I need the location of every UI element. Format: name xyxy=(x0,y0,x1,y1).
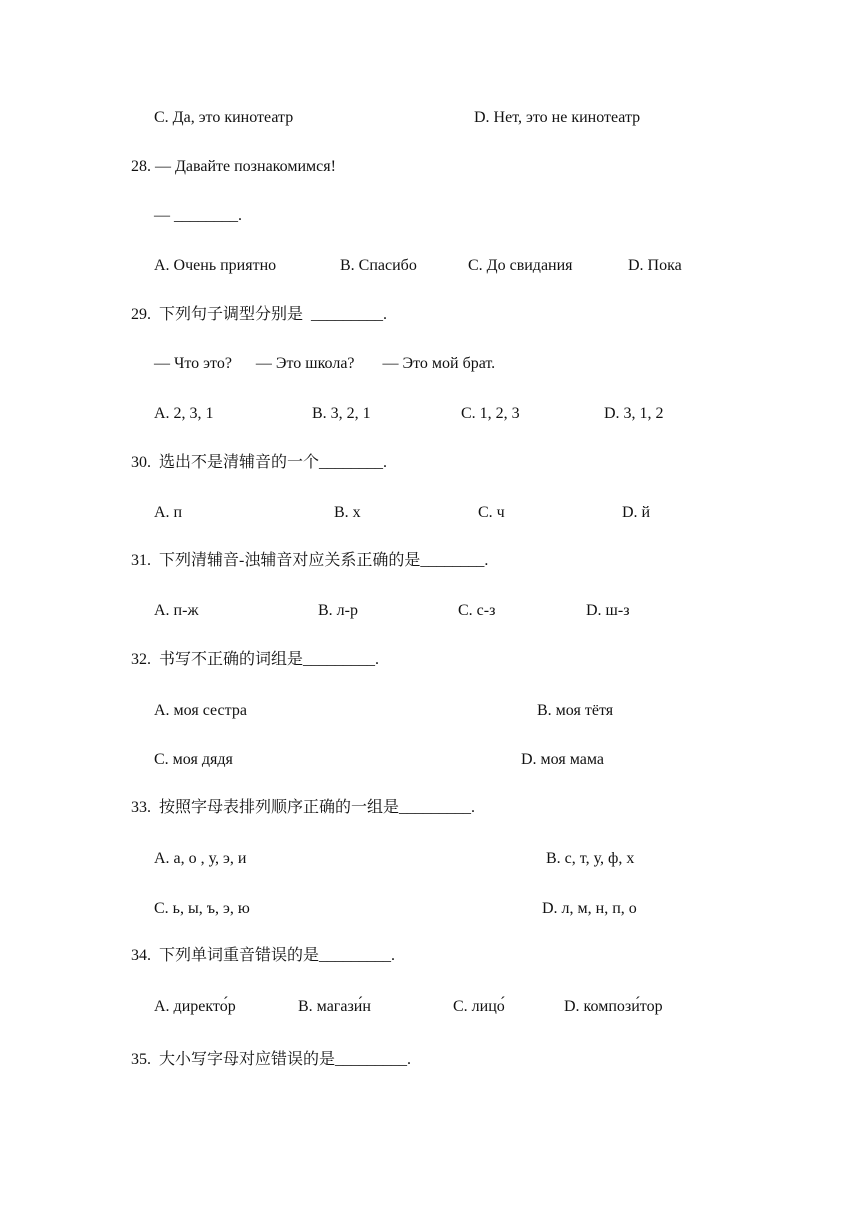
q27-option-d: D. Нет, это не кинотеатр xyxy=(474,109,641,126)
q31-option-d: D. ш-з xyxy=(586,602,630,619)
q34-option-c: C. лицо́ xyxy=(453,998,505,1015)
q31-option-a: A. п-ж xyxy=(154,602,199,619)
q31-option-b: B. л-р xyxy=(318,602,358,619)
q34-stem: 34. 下列单词重音错误的是_________. xyxy=(131,947,396,964)
q30-option-c: C. ч xyxy=(478,504,505,521)
q28-reply: — ________. xyxy=(154,207,242,224)
q32-stem: 32. 书写不正确的词组是_________. xyxy=(131,651,380,668)
q29-stem: 29. 下列句子调型分别是 _________. xyxy=(131,306,388,323)
q33-option-a: A. а, о , у, э, и xyxy=(154,850,247,867)
q28-stem: 28. — Давайте познакомимся! xyxy=(131,158,336,175)
q29-examples: — Что это? — Это школа? — Это мой брат. xyxy=(154,355,496,372)
q33-option-b: B. с, т, у, ф, х xyxy=(546,850,635,867)
q33-option-d: D. л, м, н, п, о xyxy=(542,900,637,917)
q34-option-d: D. компози́тор xyxy=(564,998,663,1015)
q34-option-b: B. магази́н xyxy=(298,998,371,1015)
q29-option-a: A. 2, 3, 1 xyxy=(154,405,214,422)
q30-stem: 30. 选出不是清辅音的一个________. xyxy=(131,454,388,471)
q32-option-a: A. моя сестра xyxy=(154,702,247,719)
q28-option-d: D. Пока xyxy=(628,257,682,274)
q33-option-c: C. ь, ы, ъ, э, ю xyxy=(154,900,250,917)
q28-option-a: A. Очень приятно xyxy=(154,257,277,274)
q29-option-c: C. 1, 2, 3 xyxy=(461,405,520,422)
q29-option-d: D. 3, 1, 2 xyxy=(604,405,664,422)
q29-option-b: B. 3, 2, 1 xyxy=(312,405,371,422)
q28-option-c: C. До свидания xyxy=(468,257,573,274)
q27-option-c: C. Да, это кинотеатр xyxy=(154,109,294,126)
q34-option-a: A. директо́р xyxy=(154,998,236,1015)
q30-option-d: D. й xyxy=(622,504,651,521)
q35-stem: 35. 大小写字母对应错误的是_________. xyxy=(131,1051,412,1068)
q30-option-b: B. х xyxy=(334,504,361,521)
q32-option-d: D. моя мама xyxy=(521,751,604,768)
q33-stem: 33. 按照字母表排列顺序正确的一组是_________. xyxy=(131,799,476,816)
q32-option-b: B. моя тётя xyxy=(537,702,614,719)
q30-option-a: A. п xyxy=(154,504,183,521)
q31-stem: 31. 下列清辅音-浊辅音对应关系正确的是________. xyxy=(131,552,489,569)
q32-option-c: C. моя дядя xyxy=(154,751,233,768)
q28-option-b: B. Спасибо xyxy=(340,257,417,274)
q31-option-c: C. с-з xyxy=(458,602,496,619)
